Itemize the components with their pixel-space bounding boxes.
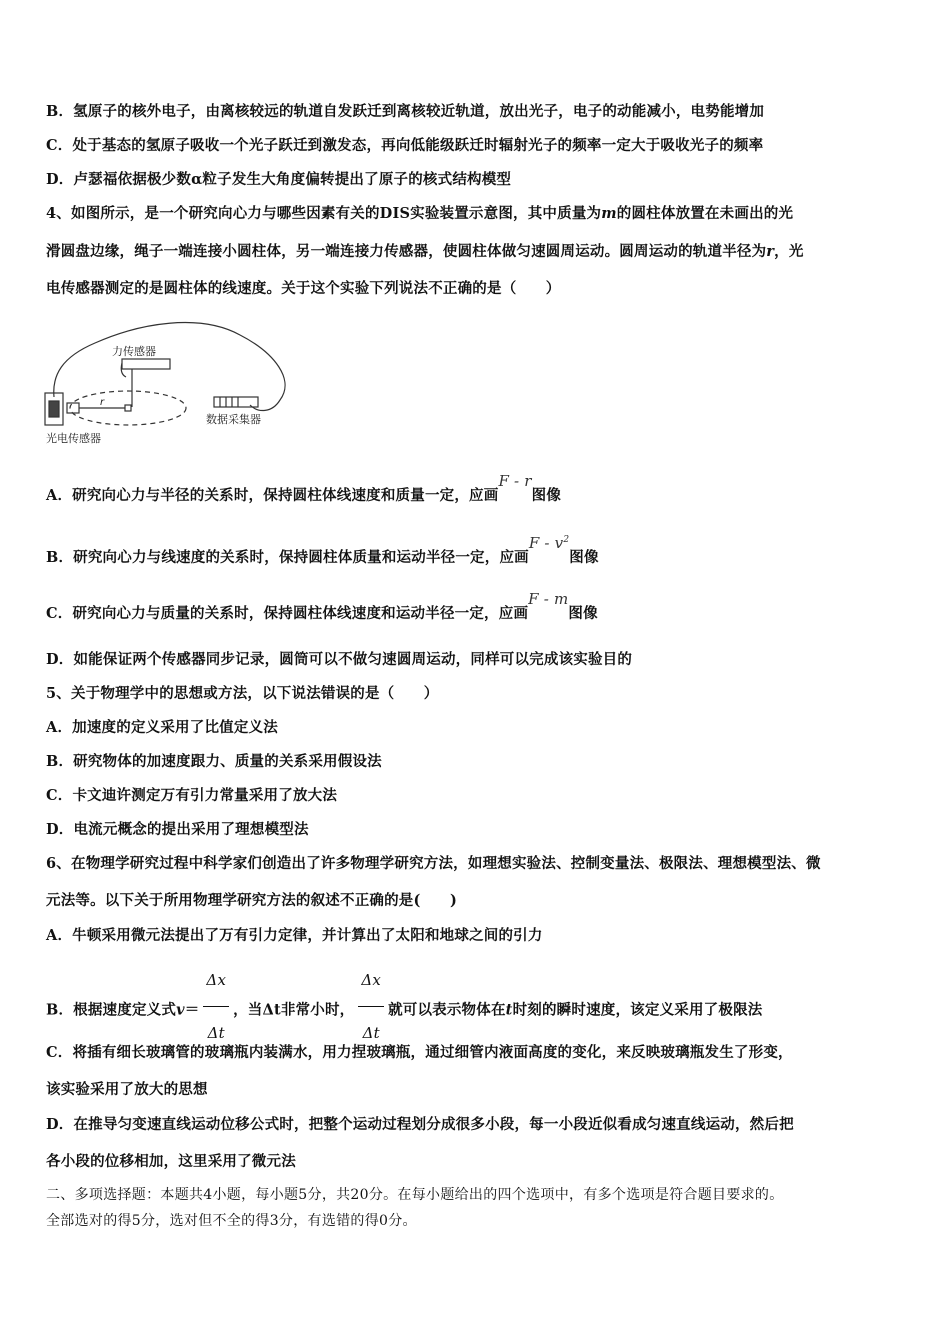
force-sensor-label: 力传感器 xyxy=(112,345,156,358)
photo-sensor-label: 光电传感器 xyxy=(46,432,101,445)
q5-stem: 5、关于物理学中的思想或方法，以下说法错误的是（ ） xyxy=(46,685,439,702)
q6-option-b: B．根据速度定义式v＝ $\frac{\Delta x}{\Delta t}$ ，当Δt非常小时， $\frac{\Delta x}{\Delta t}$ 就可以表示物体在t时刻的瞬时速度，该定义采用了极限法 xyxy=(46,960,762,1061)
fraction-2: $\frac{\Delta x}{\Delta t}$ xyxy=(358,956,384,1057)
q3-option-d: D．卢瑟福依据极少数α粒子发生大角度偏转提出了原子的核式结构模型 xyxy=(46,171,512,188)
q5-option-c: C．卡文迪许测定万有引力常量采用了放大法 xyxy=(46,787,338,804)
q6-option-a: A．牛顿采用微元法提出了万有引力定律，并计算出了太阳和地球之间的引力 xyxy=(46,927,543,944)
fraction-1: $\frac{\Delta x}{\Delta t}$ xyxy=(203,956,229,1057)
q6-stem-line2: 元法等。以下关于所用物理学研究方法的叙述不正确的是( ) xyxy=(46,892,458,909)
dis-apparatus-figure xyxy=(40,305,300,455)
q4-option-b: B．研究向心力与线速度的关系时，保持圆柱体质量和运动半径一定，应画F - $v^2$图像 xyxy=(46,534,599,566)
q4-option-d: D．如能保证两个传感器同步记录，圆筒可以不做匀速圆周运动，同样可以完成该实验目的 xyxy=(46,651,633,668)
section2-line2: 全部选对的得5分，选对但不全的得3分，有选错的得0分。 xyxy=(46,1213,417,1229)
q6-option-d-line2: 各小段的位移相加，这里采用了微元法 xyxy=(46,1153,296,1170)
q3-option-c: C．处于基态的氢原子吸收一个光子跃迁到激发态，再向低能级跃迁时辐射光子的频率一定大于吸收光子的频率 xyxy=(46,137,764,154)
q6-stem-line1: 6、在物理学研究过程中科学家们创造出了许多物理学研究方法，如理想实验法、控制变量法、极限法、理想模型法、微 xyxy=(46,855,821,872)
q5-option-a: A．加速度的定义采用了比值定义法 xyxy=(46,719,278,736)
q5-option-b: B．研究物体的加速度跟力、质量的关系采用假设法 xyxy=(46,753,382,770)
q4-option-c: C．研究向心力与质量的关系时，保持圆柱体线速度和运动半径一定，应画F - m图像 xyxy=(46,590,598,622)
radius-label: r xyxy=(100,397,105,408)
q4-stem-line3: 电传感器测定的是圆柱体的线速度。关于这个实验下列说法不正确的是（ ） xyxy=(46,280,561,297)
q4-stem-line1: 4、如图所示，是一个研究向心力与哪些因素有关的DIS实验装置示意图，其中质量为m的圆柱体放置在未画出的光 xyxy=(46,205,794,222)
q6-option-c-line2: 该实验采用了放大的思想 xyxy=(46,1081,208,1098)
q5-option-d: D．电流元概念的提出采用了理想模型法 xyxy=(46,821,309,838)
q3-option-b: B．氢原子的核外电子，由离核较远的轨道自发跃迁到离核较近轨道，放出光子，电子的动能减小，电势能增加 xyxy=(46,103,765,120)
section2-line1: 二、多项选择题：本题共4小题，每小题5分，共20分。在每小题给出的四个选项中，有多个选项是符合题目要求的。 xyxy=(46,1187,784,1203)
q4-option-a: A．研究向心力与半径的关系时，保持圆柱体线速度和质量一定，应画F - r图像 xyxy=(46,472,562,504)
q6-option-c-line1: C．将插有细长玻璃管的玻璃瓶内装满水，用力捏玻璃瓶，通过细管内液面高度的变化，来反映玻璃瓶发生了形变， xyxy=(46,1044,793,1061)
q6-option-d-line1: D．在推导匀变速直线运动位移公式时，把整个运动过程划分成很多小段，每一小段近似看成匀速直线运动，然后把 xyxy=(46,1116,794,1133)
q4-stem-line2: 滑圆盘边缘，绳子一端连接小圆柱体，另一端连接力传感器，使圆柱体做匀速圆周运动。圆周运动的轨道半径为r，光 xyxy=(46,243,804,260)
data-collector-label: 数据采集器 xyxy=(206,413,261,426)
